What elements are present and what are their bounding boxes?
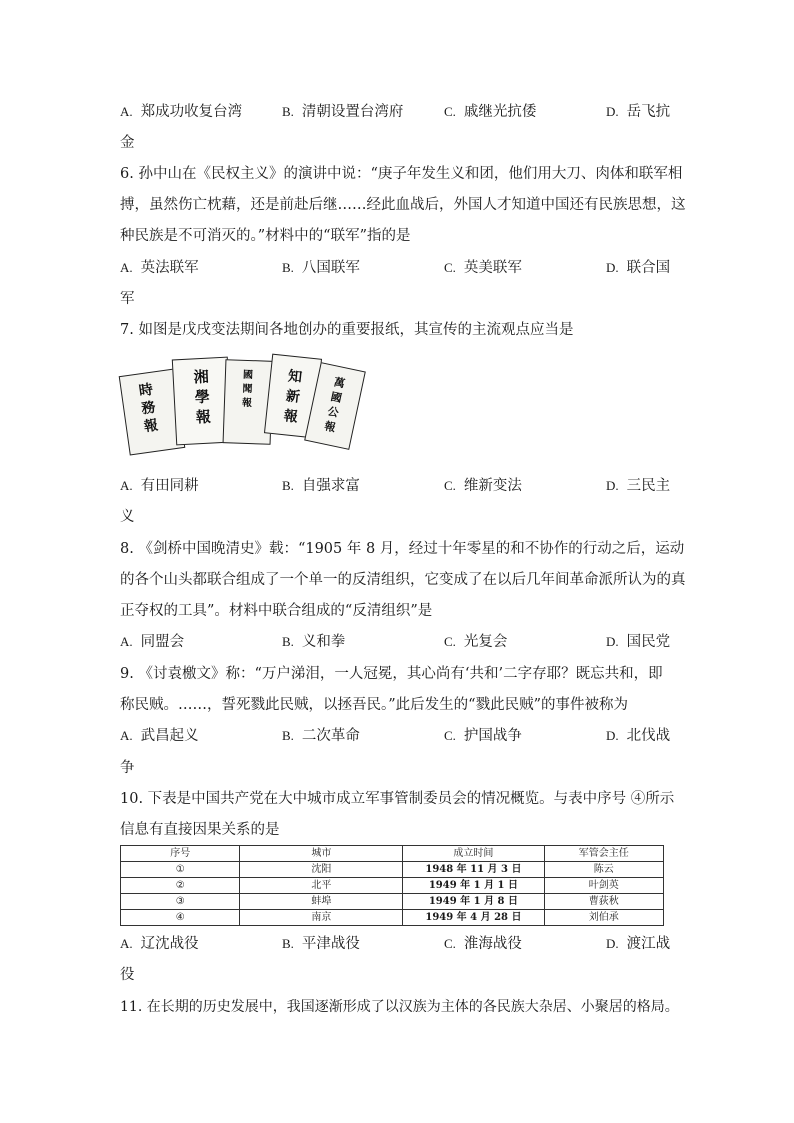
table-cell: ③ — [121, 894, 240, 910]
newspaper-guowenbao: 國聞報 — [223, 359, 274, 445]
q9-stem-line-2: 称民贼。……，誓死戮此民贼，以拯吾民。”此后发生的“戮此民贼”的事件被称为 — [120, 697, 628, 713]
table-cell: ④ — [121, 910, 240, 926]
q10-option-a: A. 辽沈战役 — [120, 936, 199, 952]
q9-option-d: D. 北伐战 — [606, 728, 671, 744]
table-header-cell: 军管会主任 — [544, 846, 663, 862]
q6-option-b: B. 八国联军 — [282, 260, 360, 276]
table-row — [121, 894, 664, 910]
q9-option-b: B. 二次革命 — [282, 728, 360, 744]
table-cell: 1948 年 11 月 3 日 — [403, 862, 544, 878]
q6-option-a: A. 英法联军 — [120, 260, 199, 276]
q6-option-c: C. 英美联军 — [444, 260, 522, 276]
q8-option-c: C. 光复会 — [444, 634, 508, 650]
q5-option-d: D. 岳飞抗 — [606, 104, 671, 120]
table-cell: 1949 年 1 月 8 日 — [403, 894, 544, 910]
table-row — [121, 862, 664, 878]
table-cell: ① — [121, 862, 240, 878]
q8-option-d: D. 国民党 — [606, 634, 671, 650]
q8-stem-line-2: 的各个山头都联合组成了一个单一的反清组织，它变成了在以后几年间革命派所认为的真 — [120, 572, 686, 588]
table-header-cell: 序号 — [121, 846, 240, 862]
table-cell: 刘伯承 — [544, 910, 663, 926]
table-header-cell: 城市 — [240, 846, 403, 862]
q9-stem-line-1: 9. 《讨袁檄文》称：“万户涕泪，一人冠冕，其心尚有‘共和’二字存耶？既忘共和，即 — [120, 666, 663, 682]
table-cell: 蚌埠 — [240, 894, 403, 910]
q5-option-a: A. 郑成功收复台湾 — [120, 104, 243, 120]
table-cell: 南京 — [240, 910, 403, 926]
q8-stem-line-1: 8. 《剑桥中国晚清史》载：“1905 年 8 月，经过十年零星的和不协作的行动之后，运动 — [120, 541, 685, 557]
table-cell: 沈阳 — [240, 862, 403, 878]
q10-option-c: C. 淮海战役 — [444, 936, 522, 952]
q9-option-a: A. 武昌起义 — [120, 728, 199, 744]
q11-stem-line-1: 11. 在长期的历史发展中，我国逐渐形成了以汉族为主体的各民族大杂居、小聚居的格局。 — [120, 999, 679, 1015]
q10-stem-line-2: 信息有直接因果关系的是 — [120, 822, 280, 838]
q5-option-wrap: 金 — [120, 135, 135, 151]
q7-newspapers-figure — [120, 352, 362, 467]
q8-stem-line-3: 正夺权的工具”。材料中联合组成的“反清组织”是 — [120, 603, 433, 619]
q6-option-wrap: 军 — [120, 291, 135, 307]
table-cell: 曹荻秋 — [544, 894, 663, 910]
q8-option-b: B. 义和拳 — [282, 634, 346, 650]
q10-stem-line-1: 10. 下表是中国共产党在大中城市成立军事管制委员会的情况概览。与表中序号 ④所示 — [120, 791, 675, 807]
table-cell: 北平 — [240, 878, 403, 894]
table-row — [121, 910, 664, 926]
newspaper-zhixinbao: 知新報 — [264, 354, 322, 439]
q7-option-b: B. 自强求富 — [282, 478, 360, 494]
q10-option-d: D. 渡江战 — [606, 936, 671, 952]
q5-option-b: B. 清朝设置台湾府 — [282, 104, 404, 120]
q10-option-b: B. 平津战役 — [282, 936, 360, 952]
q7-option-c: C. 维新变法 — [444, 478, 522, 494]
newspaper-wanguogongbao: 萬國公報 — [304, 362, 366, 450]
table-cell: ② — [121, 878, 240, 894]
q6-option-d: D. 联合国 — [606, 260, 671, 276]
q8-option-a: A. 同盟会 — [120, 634, 185, 650]
table-cell: 1949 年 1 月 1 日 — [403, 878, 544, 894]
q9-option-wrap: 争 — [120, 760, 135, 776]
table-header-row — [121, 846, 664, 862]
q9-option-c: C. 护国战争 — [444, 728, 522, 744]
q10-option-wrap: 役 — [120, 967, 135, 983]
table-cell: 叶剑英 — [544, 878, 663, 894]
q5-option-c: C. 戚继光抗倭 — [444, 104, 537, 120]
q6-stem-line-3: 种民族是不可消灭的。”材料中的“联军”指的是 — [120, 228, 411, 244]
table-header-cell: 成立时间 — [403, 846, 544, 862]
newspaper-xiangxuebao: 湘學報 — [172, 357, 232, 446]
q7-stem-line-1: 7. 如图是戊戌变法期间各地创办的重要报纸，其宣传的主流观点应当是 — [120, 322, 574, 338]
q6-stem-line-2: 搏，虽然伤亡枕藉，还是前赴后继……经此血战后，外国人才知道中国还有民族思想，这 — [120, 197, 686, 213]
q10-table — [120, 845, 664, 926]
table-cell: 陈云 — [544, 862, 663, 878]
table-cell: 1949 年 4 月 28 日 — [403, 910, 544, 926]
q6-stem-line-1: 6. 孙中山在《民权主义》的演讲中说：“庚子年发生义和团，他们用大刀、肉体和联军相 — [120, 166, 683, 182]
table-row — [121, 878, 664, 894]
newspaper-shiwubao: 時務報 — [119, 368, 186, 455]
q7-option-wrap: 义 — [120, 509, 135, 525]
q7-option-a: A. 有田同耕 — [120, 478, 199, 494]
q7-option-d: D. 三民主 — [606, 478, 671, 494]
